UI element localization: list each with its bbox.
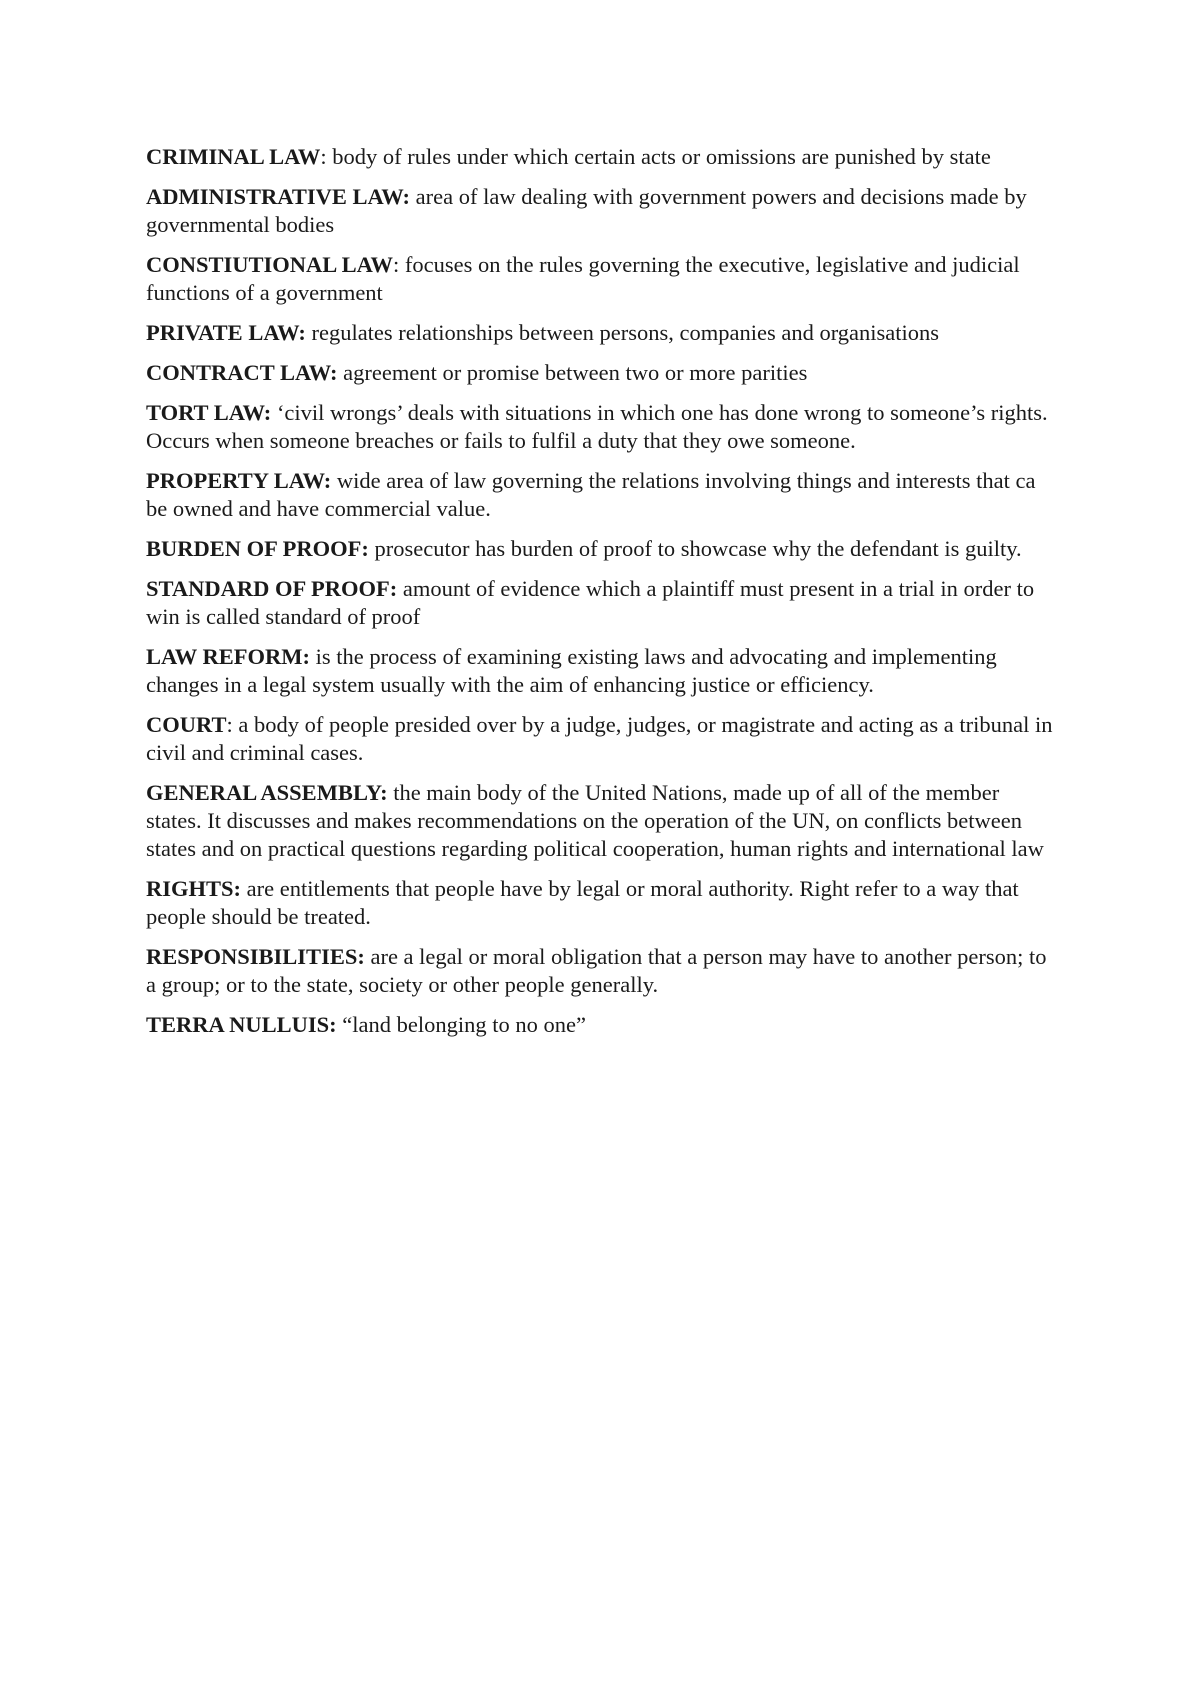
glossary-definition: amount of evidence which a plaintiff must present in a trial in order to win is called standard of proof	[146, 576, 1035, 629]
glossary-separator: :	[392, 252, 405, 277]
glossary-entry-private-law	[146, 319, 1056, 347]
glossary-definition: are a legal or moral obligation that a person may have to another person; to a group; or to the state, society or other people generally.	[146, 944, 1047, 997]
glossary-entry-rights	[146, 875, 1056, 931]
glossary-definition: focuses on the rules governing the executive, legislative and judicial functions of a government	[146, 252, 1020, 305]
glossary-term: RESPONSIBILITIES:	[146, 944, 365, 969]
glossary-definition: body of rules under which certain acts or omissions are punished by state	[332, 144, 991, 169]
glossary-term: ADMINISTRATIVE LAW:	[146, 184, 411, 209]
glossary-entry-constitutional-law	[146, 251, 1056, 307]
glossary-term: STANDARD OF PROOF:	[146, 576, 398, 601]
glossary-definition: wide area of law governing the relations involving things and interests that ca be owned and have commercial value.	[146, 468, 1036, 521]
glossary-term: LAW REFORM:	[146, 644, 310, 669]
glossary-term: TERRA NULLUIS:	[146, 1012, 337, 1037]
glossary-entry-administrative-law	[146, 183, 1056, 239]
glossary-separator: :	[226, 712, 239, 737]
glossary-definition: a body of people presided over by a judge, judges, or magistrate and acting as a tribunal in civil and criminal cases.	[146, 712, 1053, 765]
glossary-definition: ‘civil wrongs’ deals with situations in which one has done wrong to someone’s rights. Occurs when someone breaches or fails to fulfil a duty that they owe someone.	[146, 400, 1048, 453]
glossary-term: TORT LAW:	[146, 400, 272, 425]
glossary-definition: is the process of examining existing laws and advocating and implementing changes in a legal system usually with the aim of enhancing justice or efficiency.	[146, 644, 997, 697]
glossary-entry-law-reform	[146, 643, 1056, 699]
glossary-definition: are entitlements that people have by legal or moral authority. Right refer to a way that people should be treated.	[146, 876, 1019, 929]
glossary-term: BURDEN OF PROOF:	[146, 536, 369, 561]
glossary-term: CONSTIUTIONAL LAW	[146, 252, 393, 277]
glossary-term: PRIVATE LAW:	[146, 320, 306, 345]
glossary-page	[146, 143, 1056, 1051]
glossary-entry-terra-nullius	[146, 1011, 1056, 1039]
glossary-definition: “land belonging to no one”	[342, 1012, 586, 1037]
glossary-entry-property-law	[146, 467, 1056, 523]
glossary-term: GENERAL ASSEMBLY:	[146, 780, 388, 805]
glossary-entry-standard-of-proof	[146, 575, 1056, 631]
glossary-entry-general-assembly	[146, 779, 1056, 863]
glossary-entry-criminal-law	[146, 143, 1056, 171]
glossary-term: COURT	[146, 712, 227, 737]
glossary-entry-burden-of-proof	[146, 535, 1056, 563]
glossary-separator: :	[320, 144, 333, 169]
glossary-definition: regulates relationships between persons, companies and organisations	[311, 320, 940, 345]
glossary-definition: area of law dealing with government powers and decisions made by governmental bodies	[146, 184, 1027, 237]
glossary-definition: agreement or promise between two or more parities	[343, 360, 808, 385]
glossary-entry-court	[146, 711, 1056, 767]
glossary-definition: prosecutor has burden of proof to showcase why the defendant is guilty.	[374, 536, 1022, 561]
glossary-term: CRIMINAL LAW	[146, 144, 321, 169]
glossary-entry-tort-law	[146, 399, 1056, 455]
glossary-term: PROPERTY LAW:	[146, 468, 332, 493]
glossary-definition: the main body of the United Nations, made up of all of the member states. It discusses and makes recommendations on the operation of the UN, on conflicts between states and on practical questions regarding political cooperation, human rights and international law	[146, 780, 1044, 861]
glossary-term: RIGHTS:	[146, 876, 242, 901]
glossary-term: CONTRACT LAW:	[146, 360, 338, 385]
glossary-entry-responsibilities	[146, 943, 1056, 999]
glossary-entry-contract-law	[146, 359, 1056, 387]
